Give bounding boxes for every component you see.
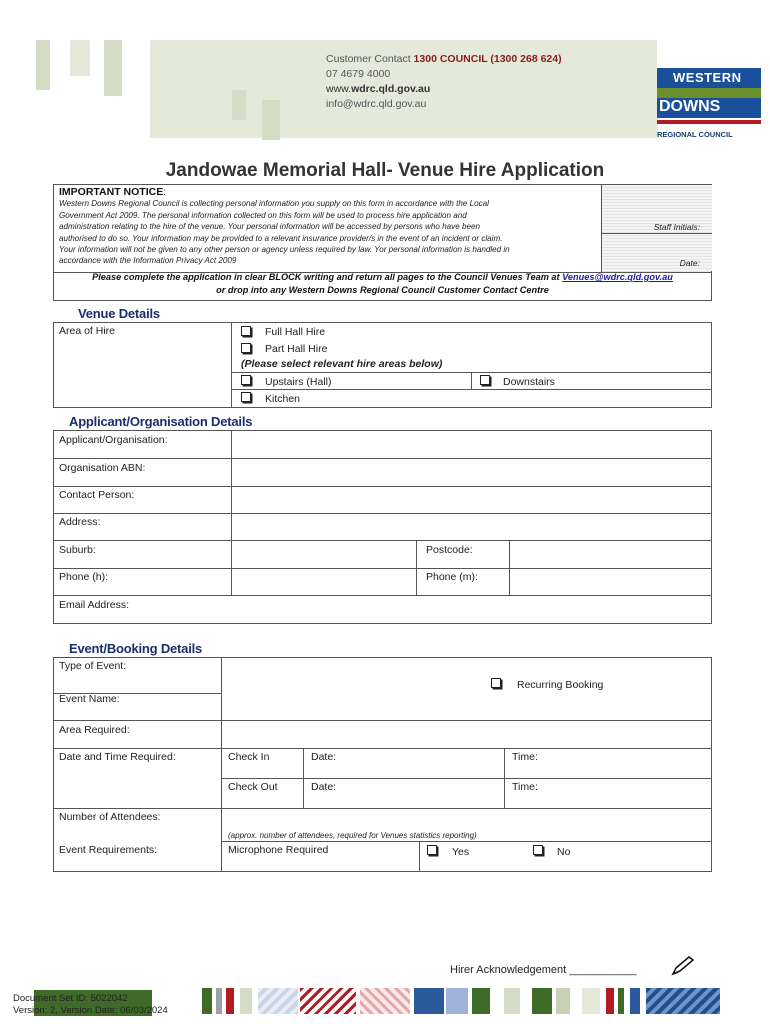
contact-person-label: Contact Person: [59,489,135,501]
email-field[interactable] [134,596,711,623]
attendees-note: (approx. number of attendees, required for Venues statistics reporting) [228,831,477,840]
postcode-label: Postcode: [426,544,473,556]
part-hall-checkbox[interactable] [241,343,251,353]
notice-line: administration relating to the hire of the venue. Your personal information will be accessed by persons who have been [59,222,480,232]
event-details-heading: Event/Booking Details [69,641,203,656]
logo-text-downs: DOWNS [659,98,721,115]
part-hall-label: Part Hall Hire [265,343,328,355]
staff-use-box [601,185,712,272]
check-in-label: Check In [228,751,270,763]
event-details-table [53,657,712,872]
notice-line: Western Downs Regional Council is collecting personal information you supply on this form in accordance with the Local [59,199,489,209]
contact-prefix: Customer Contact [326,53,414,65]
full-hall-checkbox[interactable] [241,326,251,336]
instructions-text: Please complete the application in clear BLOCK writing and return all pages to the Council Venues Team at [92,272,563,282]
logo-text-council: REGIONAL COUNCIL [657,130,733,139]
contact-email[interactable]: info@wdrc.qld.gov.au [326,98,427,110]
page-title: Jandowae Memorial Hall- Venue Hire Application [165,160,605,181]
area-required-label: Area Required: [59,724,130,736]
phone-mobile-label: Phone (m): [426,571,478,583]
notice-line: Government Act 2009. The personal information collected on this form will be used to process hire application and [59,210,467,220]
version-info: Version: 2, Version Date: 06/03/2024 [13,1005,168,1016]
notice-heading-colon: : [163,186,167,198]
full-hall-label: Full Hall Hire [265,326,326,338]
applicant-details-table [53,430,712,624]
contact-number: 1300 COUNCIL (1300 268 624) [413,53,562,65]
phone-home-label: Phone (h): [59,571,109,583]
staff-date-label: Date: [679,258,700,268]
staff-initials-label: Staff Initials: [653,222,700,232]
logo-text-western: WESTERN [673,70,742,85]
website-prefix: www. [326,83,352,95]
kitchen-label: Kitchen [265,393,301,405]
venue-details-table [53,322,712,408]
notice-line: accordance with the Information Privacy Act 2009 [59,256,237,266]
suburb-field[interactable] [232,541,416,568]
recurring-booking-checkbox[interactable] [491,678,501,688]
contact-person-field[interactable] [232,487,711,513]
document-set-id: Document Set ID: 5022042 [13,993,128,1004]
phone-home-field[interactable] [232,569,416,595]
address-field[interactable] [232,514,711,540]
check-out-time-label: Time: [512,781,538,793]
hire-area-note: (Please select relevant hire areas below) [241,358,443,370]
check-in-date-label: Date: [311,751,337,763]
contact-phone: 07 4679 4000 [326,68,391,80]
instructions [53,271,712,301]
microphone-no-label: No [557,846,571,858]
upstairs-label: Upstairs (Hall) [265,376,332,388]
check-out-date-label: Date: [311,781,337,793]
hirer-acknowledgement: Hirer Acknowledgement ___________ [450,964,637,976]
downstairs-label: Downstairs [503,376,555,388]
notice-line: authorised to do so. Your information may be provided to a relevant insurance provider/s in the event of an incident or claim. [59,233,503,243]
contact-block [326,52,562,112]
pen-icon [670,955,696,977]
event-type-label: Type of Event: [59,660,127,672]
upstairs-checkbox[interactable] [241,375,251,385]
document-info [13,993,168,1017]
instructions-line2: or drop into any Western Downs Regional Council Customer Contact Centre [216,285,549,295]
notice-line: Your information will not be given to any other person or agency unless required by law. Yor personal information is handled in [59,245,510,255]
postcode-field[interactable] [510,541,711,568]
microphone-label: Microphone Required [228,844,329,856]
organisation-field[interactable] [232,431,711,458]
email-label: Email Address: [59,599,130,611]
notice-heading: IMPORTANT NOTICE [59,186,164,198]
phone-mobile-field[interactable] [510,569,711,595]
website-link[interactable]: wdrc.qld.gov.au [351,83,431,95]
address-label: Address: [59,516,101,528]
area-of-hire-label: Area of Hire [59,325,116,337]
abn-label: Organisation ABN: [59,462,146,474]
check-out-label: Check Out [228,781,278,793]
council-logo [657,40,761,142]
applicant-details-heading: Applicant/Organisation Details [69,414,253,429]
event-name-label: Event Name: [59,693,120,705]
attendees-label: Number of Attendees: [59,811,161,823]
venues-email-link[interactable]: Venues@wdrc.qld.gov.au [562,272,673,282]
organisation-label: Applicant/Organisation: [59,434,168,446]
kitchen-checkbox[interactable] [241,392,251,402]
microphone-yes-label: Yes [452,846,470,858]
microphone-no-checkbox[interactable] [533,845,543,855]
suburb-label: Suburb: [59,544,96,556]
important-notice [53,184,712,273]
downstairs-checkbox[interactable] [480,375,490,385]
microphone-yes-checkbox[interactable] [427,845,437,855]
event-requirements-label: Event Requirements: [59,844,158,856]
abn-field[interactable] [232,459,711,486]
date-time-label: Date and Time Required: [59,751,176,763]
recurring-booking-label: Recurring Booking [517,679,604,691]
check-in-time-label: Time: [512,751,538,763]
venue-details-heading: Venue Details [78,306,160,321]
